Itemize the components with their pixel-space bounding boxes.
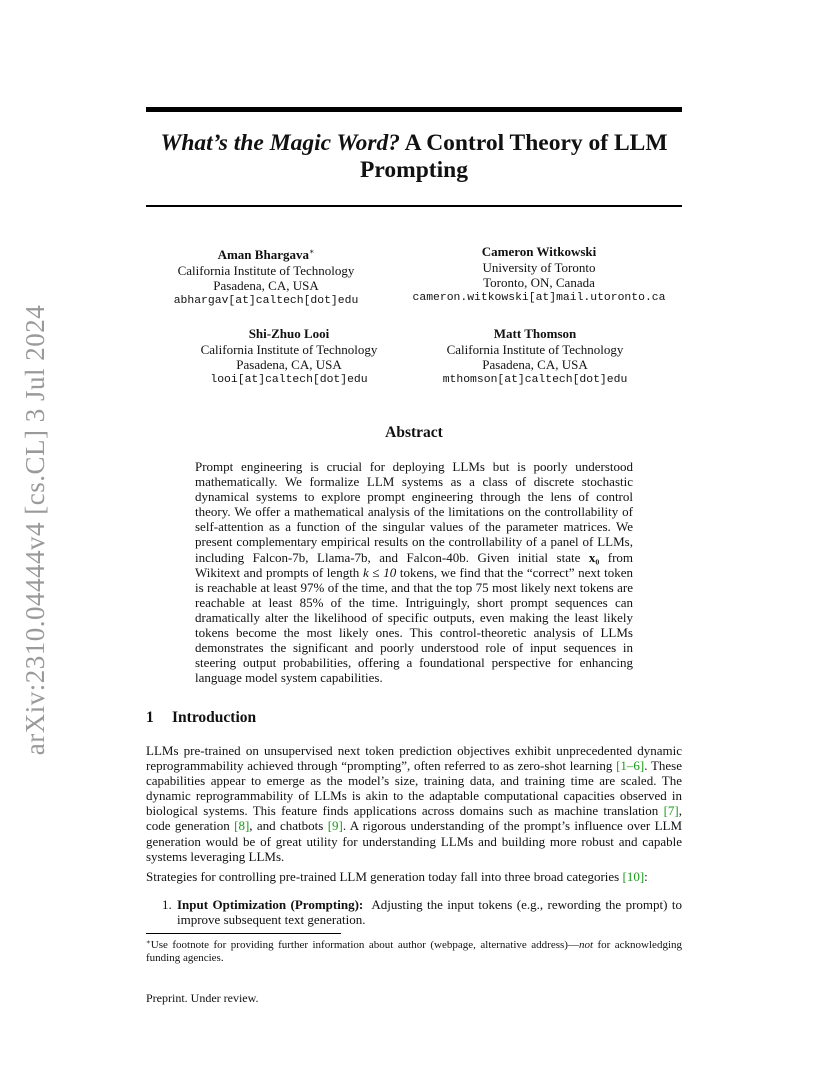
author-affiliation: California Institute of Technology	[446, 341, 624, 357]
title-italic-part: What’s the Magic Word?	[160, 130, 401, 156]
author-email: looi[at]caltech[dot]edu	[210, 373, 368, 386]
arxiv-identifier-stamp: arXiv:2310.04444v4 [cs.CL] 3 Jul 2024	[20, 304, 50, 756]
footnote-mark: ∗	[146, 938, 151, 946]
footnote-rule	[146, 933, 341, 934]
section-heading	[146, 709, 256, 727]
author-location: Pasadena, CA, USA	[482, 357, 588, 372]
author-block	[146, 244, 386, 309]
math-k-expression: k ≤ 10	[362, 564, 397, 580]
author-name: Aman Bhargava	[217, 247, 309, 262]
author-location: Toronto, ON, Canada	[483, 275, 595, 290]
title-rest: A Control Theory of LLM Prompting	[360, 130, 668, 183]
author-name: Shi-Zhuo Looi	[248, 326, 330, 341]
author-block	[386, 244, 692, 306]
section-number: 1	[146, 709, 154, 726]
title-bottom-rule	[146, 205, 682, 207]
paper-title	[146, 130, 682, 184]
title-top-rule	[146, 107, 682, 112]
author-name: Matt Thomson	[493, 326, 577, 341]
abstract-heading: Abstract	[385, 424, 443, 441]
author-email: mthomson[at]caltech[dot]edu	[442, 373, 628, 386]
intro-paragraph: LLMs pre-trained on unsupervised next token prediction objectives exhibit unprecedented dynamic reprogrammability achieved through “prompting”, often referred to as zero-shot learning [1–6]. These capabilities appear to emerge as the model’s size, training data, and training time are scaled. The dynamic reprogrammability of LLMs is akin to the adaptable computational capacities observed in biological systems. This feature finds applications across domains such as machine translation [7], code generation [8], and chatbots [9]. A rigorous understanding of the prompt’s influence over LLM generation would be of great utility for understanding LLMs and building more robust and capable systems leveraging LLMs.	[146, 743, 683, 864]
author-affiliation: California Institute of Technology	[177, 262, 355, 278]
author-affiliation: University of Toronto	[482, 259, 596, 275]
author-email: cameron.witkowski[at]mail.utoronto.ca	[412, 291, 666, 304]
author-block	[415, 326, 655, 388]
citation-link[interactable]: [9]	[327, 818, 343, 834]
author-location: Pasadena, CA, USA	[236, 357, 342, 372]
citation-link[interactable]: [7]	[663, 803, 679, 819]
footnote: ∗Use footnote for providing further information about author (webpage, alternative address)—not for acknowledging funding agencies.	[146, 938, 682, 964]
author-footnote-mark: ∗	[308, 247, 315, 256]
math-x0: x₀	[588, 549, 600, 565]
citation-link[interactable]: [8]	[234, 818, 250, 834]
citation-link[interactable]: [1–6]	[616, 758, 645, 774]
author-affiliation: California Institute of Technology	[200, 341, 378, 357]
preprint-note: Preprint. Under review.	[146, 991, 259, 1005]
list-item-title: Input Optimization (Prompting):	[177, 897, 364, 912]
list-item: 1. Input Optimization (Prompting): Adjusting the input tokens (e.g., rewording the prompt) to improve subsequent text generation.	[162, 897, 682, 928]
intro-paragraph: Strategies for controlling pre-trained LLM generation today fall into three broad categories [10]:	[146, 869, 648, 884]
list-item-number: 1.	[162, 897, 172, 912]
author-email: abhargav[at]caltech[dot]edu	[173, 294, 359, 307]
section-title: Introduction	[172, 709, 257, 726]
author-name: Cameron Witkowski	[481, 244, 597, 259]
citation-link[interactable]: [10]	[622, 869, 645, 884]
author-location: Pasadena, CA, USA	[213, 278, 319, 293]
author-block	[169, 326, 409, 388]
abstract-body: Prompt engineering is crucial for deploying LLMs but is poorly understood mathematically. We formalize LLM systems as a class of discrete stochastic dynamical systems to explore prompt engineering through the lens of control theory. We offer a mathematical analysis of the limitations on the controllability of self-attention as a function of the singular values of the parameter matrices. We present complementary empirical results on the controllability of a panel of LLMs, including Falcon-7b, Llama-7b, and Falcon-40b. Given initial state x₀ from Wikitext and prompts of length k ≤ 10 tokens, we find that the “correct” next token is reachable at least 97% of the time, and that the top 75 most likely next tokens are reachable at least 85% of the time. Intriguingly, short prompt sequences can dramatically alter the likelihood of specific outputs, even making the least likely tokens become the most likely ones. This control-theoretic analysis of LLMs demonstrates the significant and poorly understood role of input sequences in steering output probabilities, offering a foundational perspective for enhancing language model system capabilities.	[195, 459, 634, 686]
